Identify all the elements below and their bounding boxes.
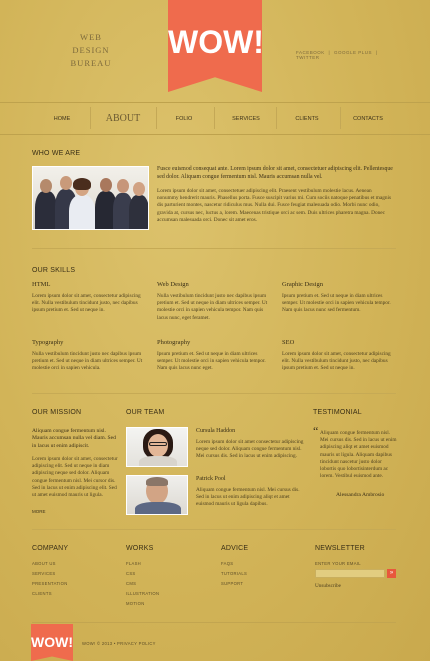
person-hair [73,178,91,190]
logo[interactable]: WOW! [168,24,264,60]
footer-link[interactable]: PRESENTATION [32,581,68,586]
footer-company [32,545,112,596]
footer-link[interactable]: FAQS [221,561,234,566]
team-member-name: Patrick Pool [196,476,226,482]
footer-logo[interactable]: WOW! [31,634,73,650]
person-head [40,179,52,193]
testimonial-quote: Aliquam congue fermentum nisl. Mei cursus dis. Sed in lacus ut enim adipiscing aliqt et amet euismod mauris ut ligula. Aliquam dapibus tincidunt nascetur justo dolor lobortis quo lobortisinterdum ac lorem. Vestibul euismod ante. [320,430,397,480]
person-head [60,176,72,190]
copyright: WOW! © 2013 • PRIVACY POLICY [82,641,156,646]
person-figure [69,195,95,230]
skills-title: OUR SKILLS [32,267,76,274]
nav-separator [276,107,277,129]
nav-clients[interactable]: CLIENTS [295,116,319,122]
team-member-name: Cursula Haddon [196,428,236,434]
team-member-text: Lorem ipsum dolor sit amet consectetur adipiscing neque sed dolor. Aliquam congue fermentum nisl. Mei cursus dis. Sed in lacus ut enim adipiscing. [196,439,304,460]
tagline-line: DESIGN [72,45,110,55]
social-links: FACEBOOK | GOOGLE PLUS | TWITTER [296,50,378,60]
nav-separator [340,107,341,129]
footer-link[interactable]: FLASH [126,561,141,566]
footer-divider [32,622,396,623]
person-figure [35,191,57,230]
team-member-text: Aliquam congue fermentum nisl. Mei cursus dis. Sed in lacus ut enim adipiscing aliqt et amet euismod mauris ut ligula dapibus. [196,487,300,508]
footer-advice [221,545,301,586]
mission-title: OUR MISSION [32,409,82,416]
skill-text: Nulla vestibulum tincidunt justo nec dapibus ipsum pretium et. Sed ut neque in diam ultrices semper. Ut molestie orci in sapien vehicula. [32,351,143,372]
person-head [133,182,145,196]
skill-text: Lorem ipsum dolor sit amet, consectetur adipiscing elit. Nulla vestibulum tincidunt justo, nec dapibus ipsum pretium et. Sed ut neque in. [32,293,141,314]
nav-separator [214,107,215,129]
footer-link[interactable]: CSS [126,571,136,576]
social-facebook-link[interactable]: FACEBOOK [296,50,325,55]
team-photo [32,166,149,230]
nav-separator [90,107,91,129]
newsletter-label: ENTER YOUR EMAIL [315,561,361,566]
team-title: OUR TEAM [126,409,165,416]
team-member-photo [126,475,188,515]
footer-link[interactable]: MOTION [126,601,145,606]
mission-body: Lorem ipsum dolor sit amet, consectetur adipiscing elit. Sed ut neque in diam adipiscing neque sed dolor. Aliquam congue fermentum nisl. Mei cursor dis. Sed in lacus ut enim adipiscing elit. Sed ut amet euismod mauris ut ligula. [32,456,118,499]
nav-contacts[interactable]: CONTACTS [353,116,383,122]
mission-lead: Aliquam congue fermentum nisl. Mauris accumsan nulla vel diam. Sed in lacus ut enim adipiscit. [32,428,116,449]
tagline [64,31,118,70]
social-googleplus-link[interactable]: GOOGLE PLUS [333,50,372,55]
who-body: Lorem ipsum dolor sit amet, consectetuer adipiscing elit. Praesent vestibulum molestie lacus. Aenean nonummy hendrerit mauris. Phasellus porta. Fusce suscipit varius mi. Cum sociis natoque penatibus et magnis dis parturient montes, nascetur ridiculus mus. Nulla dui. Fusce feugiat malesuada odio. Morbi nunc odio, gravida at, cursus nec, luctus a, lorem. Maecenas tristique orci ac sem. Duis ultrices pharetra magna. Donec accumsan malesuada orci. Donec sit amet eros. [157,188,392,223]
footer-link[interactable]: CLIENTS [32,591,52,596]
nav-services[interactable]: SERVICES [232,116,260,122]
newsletter-email-input[interactable] [315,569,385,578]
skill-text: Ipsum pretium et. Sed ut neque in diam ultrices semper. Ut molestie orci in sapien vehicula tempor. Nam quis lacus nunc sed fermentum. [282,293,391,314]
footer-link[interactable]: SERVICES [32,571,56,576]
newsletter-unsubscribe-link[interactable]: Unsubscribe [315,583,341,589]
footer-link[interactable]: ABOUT US [32,561,56,566]
skill-item [32,281,144,315]
person-figure [129,195,149,230]
who-lead: Fusce euismod consequat ante. Lorem ipsum dolor sit amet, consectetuer adipiscing elit. Pellentesque sed dolor. Aliquam congue fermentum nisl. Mauris accumsan nulla vel. [157,166,393,180]
skill-item [282,281,394,315]
skill-text: Ipsum pretium et. Sed ut neque in diam ultrices semper. Ut molestie orci in sapien vehicula tempor. Nam quis lacus nunc eget. [157,351,266,372]
tagline-line: WEB [80,32,102,42]
nav-bottom-line [0,134,430,135]
nav-about[interactable]: ABOUT [105,113,141,124]
skill-name: SEO [282,339,295,346]
footer-link[interactable]: SUPPORT [221,581,244,586]
nav-folio[interactable]: FOLIO [175,116,193,122]
person-head [100,178,112,192]
social-twitter-link[interactable]: TWITTER [296,55,320,60]
nav-home[interactable]: HOME [53,116,71,122]
member-hair [146,477,168,486]
who-title: WHO WE ARE [32,150,81,157]
footer-link[interactable]: CMS [126,581,137,586]
footer-col-title: COMPANY [32,545,69,552]
nav-top-line [0,102,430,103]
member-body [135,502,181,515]
skill-item [282,339,394,373]
divider [32,248,396,249]
skill-name: Web Design [157,281,189,288]
skill-name: Graphic Design [282,281,323,288]
footer-newsletter [315,545,399,590]
skill-name: Typography [32,339,64,346]
footer-link[interactable]: TUTORIALS [221,571,248,576]
testimonial-title: TESTIMONIAL [313,409,362,416]
glasses-icon [149,442,167,446]
skill-item [157,281,271,322]
skill-item [157,339,271,373]
quote-icon: “ [313,424,319,438]
team-member-photo [126,427,188,467]
footer-col-title: ADVICE [221,545,249,552]
skill-name: HTML [32,281,51,288]
skill-name: Photography [157,339,191,346]
mission-more-link[interactable]: MORE [32,509,46,514]
divider [32,529,396,530]
footer-link[interactable]: ILLUSTRATION [126,591,160,596]
person-head [117,179,129,193]
footer-col-title: WORKS [126,545,154,552]
newsletter-title: NEWSLETTER [315,545,365,552]
footer-works [126,545,206,606]
skill-item [32,339,144,373]
member-body [139,456,177,467]
testimonial-author: Alessandra Ambrosio [336,492,385,498]
skill-text: Nulla vestibulum tincidunt justo nec dapibus ipsum pretium et. Sed ut neque in diam ultrices semper. Ut molestie orci in sapien vehicula tempor. Nam quis lacus nunc, eget feramet. [157,293,268,321]
newsletter-submit-button[interactable]: » [387,569,396,578]
tagline-line: BUREAU [70,58,112,68]
nav-separator [156,107,157,129]
divider [32,393,396,394]
skill-text: Lorem ipsum dolor sit amet, consectetur adipiscing elit. Nulla vestibulum tincidunt justo, nec dapibus ipsum pretium et. Sed ut neque in. [282,351,391,372]
